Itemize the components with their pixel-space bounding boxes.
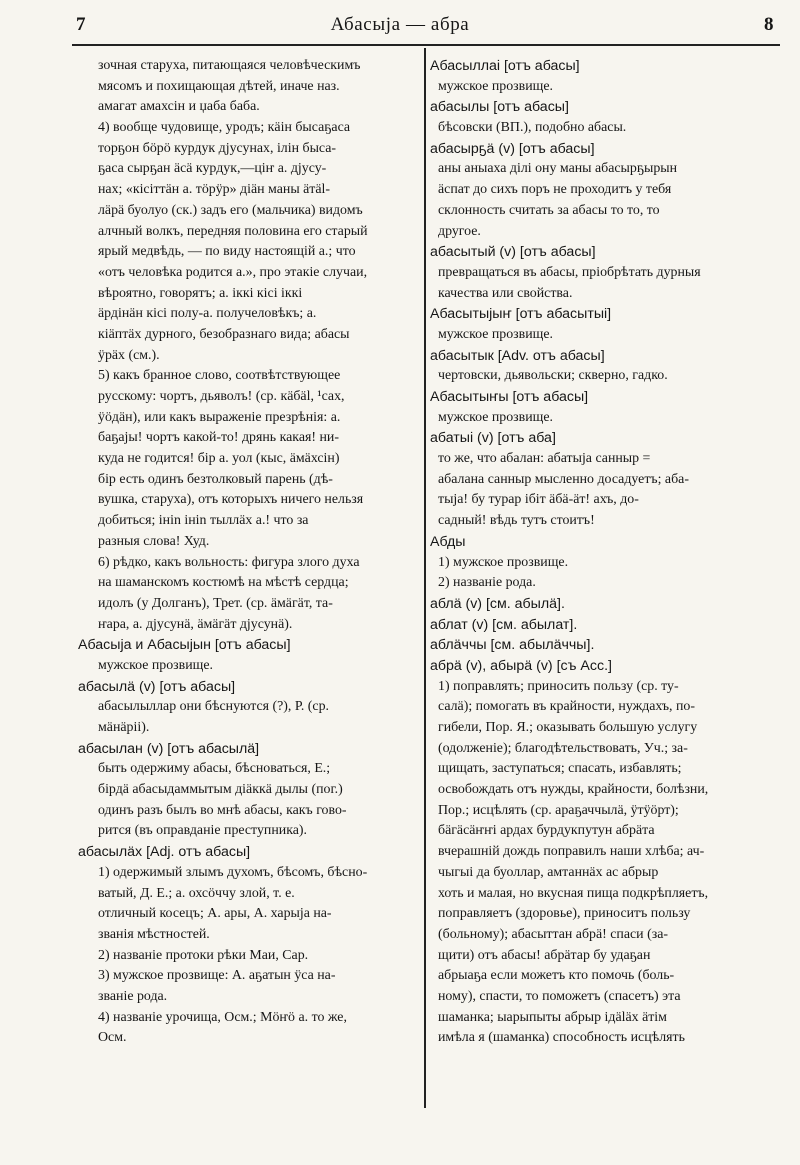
entry-text-line: 1) одержимый злымъ духомъ, бѣсомъ, бѣсно-: [98, 864, 368, 880]
entry-text-line: шаманка; ыарыпыты абрыр ідäläх äтім: [438, 1009, 667, 1025]
entry-headword-line: Абасытыјыҥ [отъ абасытыi]: [430, 306, 612, 323]
entry-text-line: äрдінäн кісі полу-а. получеловѣкъ; а.: [98, 306, 317, 322]
entry-headword-line: абасытык [Adv. отъ абасы]: [430, 347, 605, 364]
entry-text-line: качества или свойства.: [438, 285, 573, 301]
entry-text-line: вѣроятно, говорятъ; а. іккі кісі іккі: [98, 285, 303, 301]
running-head: Абасыја — абра: [330, 14, 470, 35]
entry-text-line: 1) поправлять; приносить пользу (ср. ту-: [438, 678, 679, 694]
column-divider: [424, 48, 426, 1108]
entry-text-line: äспат до сихъ поръ не проходитъ у тебя: [438, 182, 672, 198]
page-number-left: 7: [76, 14, 86, 35]
entry-text-line: салä); помогать въ крайности, нуждахъ, по-: [438, 699, 695, 715]
entry-text-line: то же, что абалан: абатыја санныр =: [438, 451, 651, 467]
entry-text-line: ному), спасти, то поможетъ (спасетъ) эта: [438, 988, 681, 1004]
entry-headword-line: абасылä (v) [отъ абасы]: [78, 678, 236, 695]
entry-text-line: ӱрäх (см.).: [98, 347, 160, 363]
entry-text-line: (одолженіе); благодѣтельствовать, Уч.; за-: [438, 740, 688, 756]
entry-text-line: имѣла я (шаманка) способность исцѣлять: [438, 1030, 685, 1046]
entry-headword-line: абасытый (v) [отъ абасы]: [430, 244, 596, 261]
entry-headword-line: Абды: [430, 533, 466, 550]
entry-text-line: нах; «кісіттäн а. тӧрӱр» діäн маны äтäl-: [98, 182, 331, 198]
entry-text-line: ҕаса сырҕан äсä курдук,—ціҥ а. дјусу-: [98, 161, 327, 177]
entry-text-line: 6) рѣдко, какъ вольность: фигура злого духа: [98, 554, 360, 570]
entry-text-line: вушка, старуха), отъ которыхъ ничего нельзя: [98, 492, 364, 508]
entry-text-line: чыгыі да буоллар, амтаннäх ас абрыр: [438, 864, 659, 880]
entry-text-line: торҕон бӧрӧ курдук дјусунах, ілін быса-: [98, 140, 337, 156]
entry-text-line: абасылыллар они бѣснуются (?), Р. (ср.: [98, 699, 330, 715]
entry-headword-line: аблäччы [см. абылäччы].: [430, 637, 595, 654]
entry-text-line: щищать, заступаться; спасать, избавлять;: [438, 761, 682, 777]
entry-headword-line: Абасыја и Абасыјын [отъ абасы]: [78, 637, 291, 654]
entry-text-line: разныя слова! Худ.: [98, 533, 210, 549]
entry-text-line: лäрä буолуо (ск.) задъ его (мальчика) видомъ: [98, 202, 363, 218]
entry-text-line: гибели, Пор. Я.; оказывать большую услугу: [438, 720, 698, 735]
entry-text-line: зочная старуха, питающаяся человѣческимъ: [98, 58, 361, 73]
entry-text-line: 5) какъ бранное слово, соотвѣтствующее: [98, 368, 341, 384]
entry-text-line: баҕајы! чортъ какой-то! дрянь какая! ни-: [98, 430, 339, 446]
entry-text-line: амагат амахсін и џаба баба.: [98, 99, 260, 115]
entry-text-line: абалана санныр мысленно досадуетъ; аба-: [438, 471, 689, 487]
entry-headword-line: абасылäх [Adj. отъ абасы]: [78, 844, 251, 861]
entry-text-line: поправляетъ (здоровье), приноситъ пользу: [438, 906, 691, 922]
entry-text-line: кіäптäх дурного, безобразнаго вида; абасы: [98, 326, 350, 342]
entry-text-line: отличный косецъ; А. ары, А. харыја на-: [98, 906, 332, 922]
entry-text-line: на шаманскомъ костюмѣ на мѣстѣ сердца;: [98, 575, 349, 591]
entry-headword-line: абрä (v), абырä (v) [съ Acc.]: [430, 657, 612, 674]
entry-text-line: 2) названіе протоки рѣки Маи, Сар.: [98, 947, 309, 963]
entry-text-line: мужское прозвище.: [438, 409, 553, 425]
entry-text-line: званіе рода.: [98, 988, 168, 1004]
entry-text-line: «отъ человѣка родится а.», про этакіе случаи,: [98, 264, 368, 280]
entry-text-line: рится (въ оправданіе преступника).: [98, 823, 307, 839]
entry-text-line: вчерашній дождь поправилъ наши хлѣба; ач-: [438, 844, 705, 860]
header-rule: [72, 44, 780, 46]
entry-headword-line: аблат (v) [см. абылат].: [430, 616, 578, 633]
entry-text-line: добиться; ініn ініn тыллäх а.! что за: [98, 513, 309, 529]
entry-headword-line: Абасыллаі [отъ абасы]: [430, 58, 580, 74]
entry-text-line: ҥара, а. дјусунä, äмäгäт дјусунä).: [98, 616, 293, 632]
entry-text-line: абрыаҕа если можетъ кто помочь (боль-: [438, 968, 675, 984]
entry-text-line: 1) мужское прозвище.: [438, 554, 569, 570]
entry-text-line: аны аныаха дiлi ону маны абасырҕырын: [438, 161, 678, 177]
entry-headword-line: абасырҕä (v) [отъ абасы]: [430, 140, 595, 157]
entry-text-line: идолъ (у Долганъ), Трет. (ср. äмäгäт, та-: [98, 595, 333, 611]
entry-text-line: бір есть одинъ безтолковый парень (дѣ-: [98, 471, 333, 487]
entry-text-line: садный! вѣдь тутъ стоитъ!: [438, 513, 595, 529]
entry-headword-line: абасылы [отъ абасы]: [430, 99, 569, 116]
entry-text-line: склонность считать за абасы то то, то: [438, 202, 660, 218]
entry-headword-line: аблä (v) [см. абылä].: [430, 595, 565, 612]
entry-text-line: 3) мужское прозвище: А. аҕатын ӱса на-: [98, 968, 336, 984]
entry-text-line: одинъ разъ былъ во мнѣ абасы, какъ гово-: [98, 802, 347, 818]
entry-text-line: ӱöдäн), или какъ выраженіе презрѣнія: а.: [98, 409, 341, 425]
entry-text-line: ярый медвѣдь, — по виду настоящій а.; что: [98, 244, 356, 260]
entry-text-line: мясомъ и похищающая дѣтей, иначе наз.: [98, 78, 340, 94]
entry-text-line: бäгäсäҥҥі ардах бурдукпутун абрäта: [438, 823, 655, 839]
entry-headword-line: абасылан (v) [отъ абасылä]: [78, 740, 260, 757]
entry-text-line: мäнäрii).: [98, 720, 150, 735]
entry-text-line: Осм.: [98, 1030, 127, 1046]
entry-text-line: бѣсовски (ВП.), подобно абасы.: [438, 120, 627, 136]
entry-text-line: быть одержиму абасы, бѣсноваться, Е.;: [98, 761, 331, 777]
entry-headword-line: Абасытыҥы [отъ абасы]: [430, 389, 589, 405]
entry-text-line: ватый, Д. Е.; а. охсӧччу злой, т. е.: [98, 885, 295, 901]
entry-text-line: мужское прозвище.: [438, 326, 553, 342]
entry-text-line: алчный волкъ, передняя половина его старый: [98, 223, 368, 239]
entry-text-line: 4) названіе урочища, Осм.; Мӧҥӧ а. то же,: [98, 1009, 347, 1025]
entry-text-line: 4) вообще чудовище, уродъ; кäiн бысаҕаса: [98, 120, 351, 136]
entry-text-line: чертовски, дьявольски; скверно, гадко.: [438, 368, 668, 384]
entry-text-line: мужское прозвище.: [438, 78, 553, 94]
entry-text-line: тыја! бу турар ібіт äбä-äт! ахъ, до-: [438, 492, 639, 508]
entry-text-line: куда не годится! бір а. уол (кыс, äмäхсін): [98, 451, 340, 467]
entry-headword-line: абатыі (v) [отъ аба]: [430, 430, 556, 447]
entry-text-line: бірдä абасыдаммытым діäккä дылы (пог.): [98, 782, 343, 798]
page-number-right: 8: [764, 14, 774, 35]
entry-text-line: мужское прозвище.: [98, 657, 213, 673]
entry-text-line: превращаться въ абасы, пріобрѣтать дурныя: [438, 264, 701, 280]
entry-text-line: (больному); абасыттан абрä! спаси (за-: [438, 926, 668, 942]
entry-text-line: хоть и малая, но вкусная пища подкрѣпляетъ,: [438, 885, 709, 901]
entry-text-line: званія мѣстностей.: [98, 926, 210, 942]
entry-text-line: щити) отъ абасы! абрäтар бу удаҕан: [438, 947, 651, 963]
entry-text-line: 2) названіе рода.: [438, 575, 536, 591]
entry-text-line: освобождать отъ нужды, крайности, болѣзни,: [438, 782, 709, 798]
left-column: [78, 56, 414, 1049]
entry-text-line: Пор.; исцѣлять (ср. араҕаччылä, ӱтӱӧрт);: [438, 802, 679, 818]
right-column: [430, 56, 782, 1049]
entry-text-line: другое.: [438, 223, 481, 239]
entry-text-line: русскому: чортъ, дьяволъ! (ср. кäбäl, ¹сах,: [98, 389, 345, 404]
